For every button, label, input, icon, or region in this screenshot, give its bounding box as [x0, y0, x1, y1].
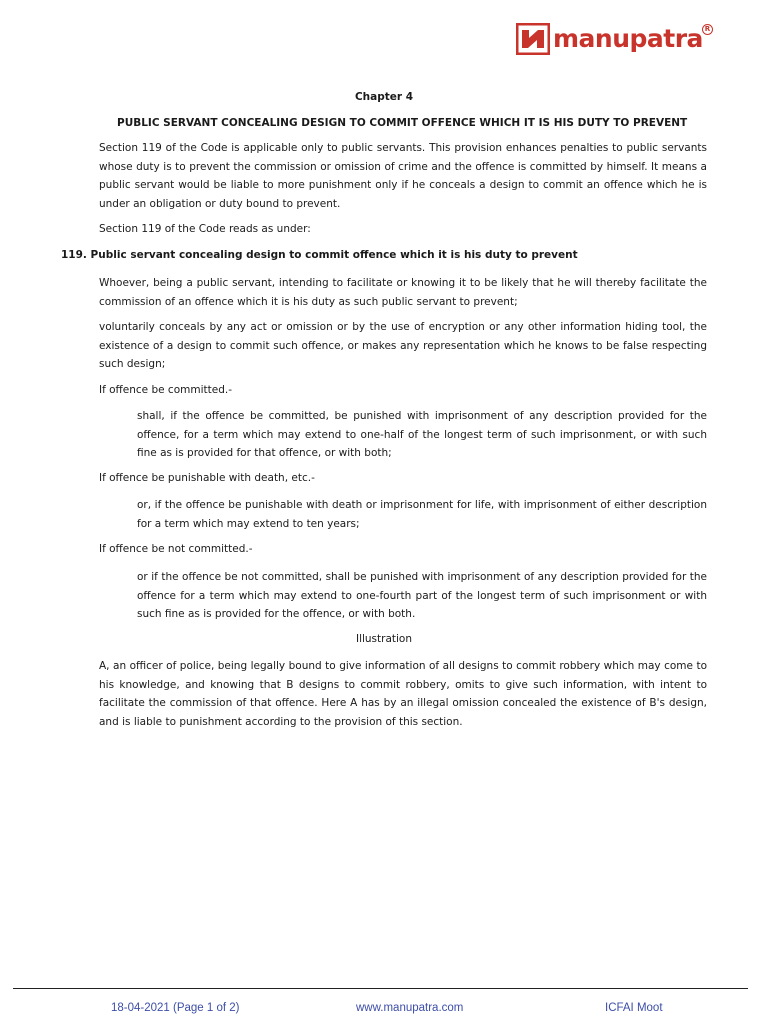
reads-as-line: Section 119 of the Code reads as under:	[99, 223, 311, 235]
clause-not-committed: or if the offence be not committed, shall be punished with imprisonment of any description provided for the offence for a term which may extend to one-fourth part of the longest term of such imprisonment or with such fine as is provided for the offence, or with both.	[137, 571, 707, 620]
chapter-heading: PUBLIC SERVANT CONCEALING DESIGN TO COMMIT OFFENCE WHICH IT IS HIS DUTY TO PREVENT	[117, 117, 688, 129]
label-not-committed: If offence be not committed.-	[99, 543, 253, 555]
logo-wordmark: manupatra	[553, 24, 703, 53]
paragraph-whoever: Whoever, being a public servant, intending to facilitate or knowing it to be likely that he will thereby facilitate the commission of an offence which it is his duty as such public servant to prevent;	[99, 277, 707, 308]
section-heading: 119. Public servant concealing design to commit offence which it is his duty to prevent	[61, 249, 578, 261]
intro-paragraph: Section 119 of the Code is applicable only to public servants. This provision enhances penalties to public servants whose duty is to prevent the commission or omission of crime and the offence is committed by himself. It means a public servant would be liable to more punishment only if he conceals a design to commit an offence which he is under an obligation or duty bound to prevent.	[99, 142, 707, 210]
label-offence-committed: If offence be committed.-	[99, 384, 232, 396]
illustration-heading: Illustration	[355, 633, 413, 645]
clause-offence-committed: shall, if the offence be committed, be punished with imprisonment of any description provided for the offence, for a term which may extend to one-half of the longest term of such imprisonment, or with such fine as is provided for that offence, or with both;	[137, 410, 707, 459]
clause-punishable-death: or, if the offence be punishable with death or imprisonment for life, with imprisonment of either description for a term which may extend to ten years;	[137, 499, 707, 530]
footer-divider	[13, 988, 748, 989]
manupatra-logo-icon	[516, 23, 550, 55]
manupatra-logo	[516, 22, 711, 56]
chapter-title: Chapter 4	[354, 91, 414, 103]
paragraph-voluntarily: voluntarily conceals by any act or omission or by the use of encryption or any other information hiding tool, the existence of a design to commit such offence, or makes any representation which he knows to be false respecting such design;	[99, 321, 707, 370]
footer-website-link[interactable]: www.manupatra.com	[356, 1002, 464, 1014]
footer-institution: ICFAI Moot	[605, 1002, 663, 1014]
illustration-paragraph: A, an officer of police, being legally bound to give information of all designs to commit robbery which may come to his knowledge, and knowing that B designs to commit robbery, omits to give such information, with intent to facilitate the commission of that offence. Here A has by an illegal omission concealed the existence of B's design, and is liable to punishment according to the provision of this section.	[99, 660, 707, 728]
registered-mark: R	[702, 24, 713, 35]
label-punishable-death: If offence be punishable with death, etc.-	[99, 472, 315, 484]
footer-date-page: 18-04-2021 (Page 1 of 2)	[111, 1002, 240, 1014]
